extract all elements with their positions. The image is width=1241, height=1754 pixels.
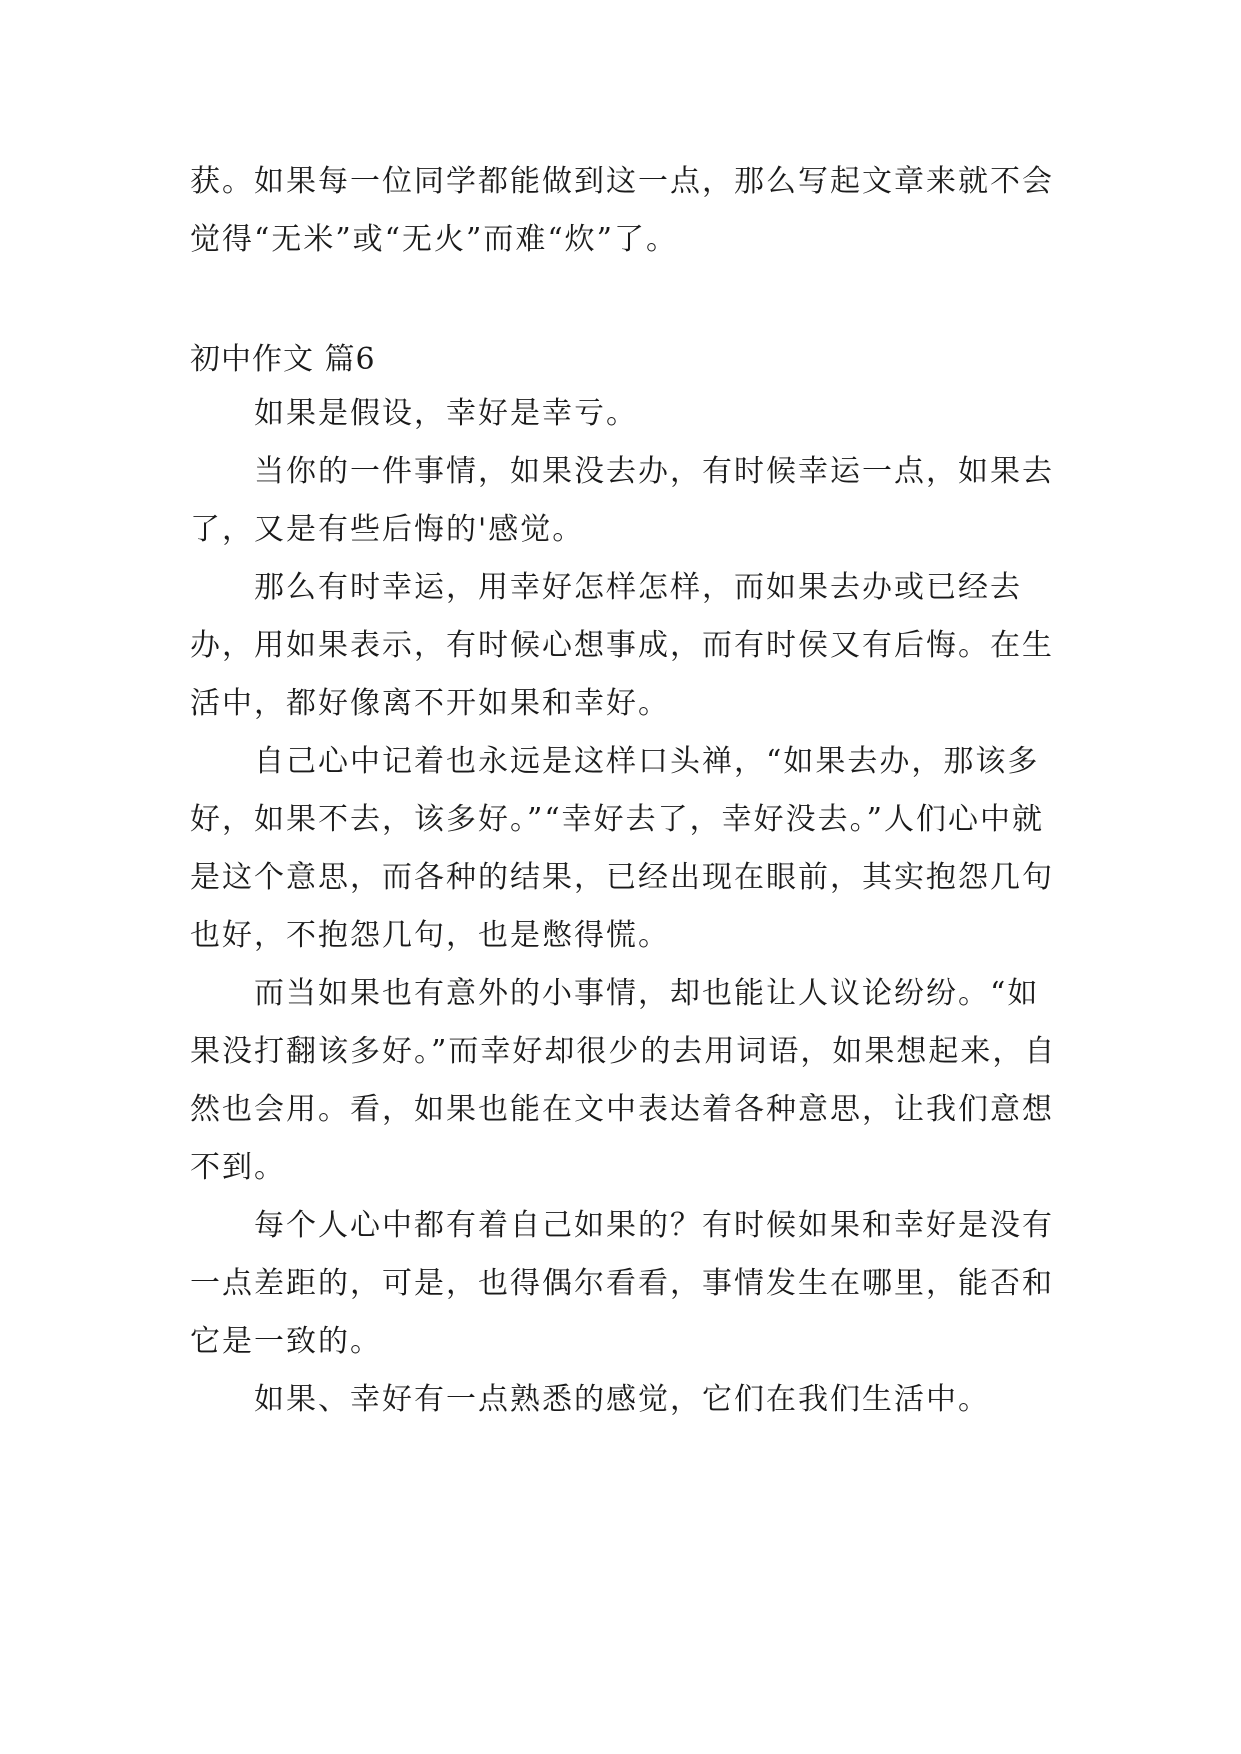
section-title: 初中作文 篇6 — [190, 342, 376, 377]
paragraph: 如果、幸好有一点熟悉的感觉，它们在我们生活中。 — [254, 1382, 990, 1417]
paragraph: 获。如果每一位同学都能做到这一点，那么写起文章来就不会觉得“无米”或“无火”而难“炊”了。 — [190, 164, 1054, 257]
paragraph: 每个人心中都有着自己如果的？有时候如果和幸好是没有一点差距的，可是，也得偶尔看看，事情发生在哪里，能否和它是一致的。 — [190, 1208, 1054, 1359]
paragraph: 那么有时幸运，用幸好怎样怎样，而如果去办或已经去办，用如果表示，有时候心想事成，而有时侯又有后悔。在生活中，都好像离不开如果和幸好。 — [190, 570, 1054, 721]
previous-passage-end — [190, 153, 1062, 269]
paragraph: 自己心中记着也永远是这样口头禅，“如果去办，那该多好，如果不去，该多好。”“幸好去了，幸好没去。”人们心中就是这个意思，而各种的结果，已经出现在眼前，其实抱怨几句也好，不抱怨几句，也是憋得慌。 — [190, 744, 1054, 953]
paragraph: 当你的一件事情，如果没去办，有时候幸运一点，如果去了，又是有些后悔的'感觉。 — [190, 454, 1054, 547]
paragraph: 而当如果也有意外的小事情，却也能让人议论纷纷。“如果没打翻该多好。”而幸好却很少的去用词语，如果想起来，自然也会用。看，如果也能在文中表达着各种意思，让我们意想不到。 — [190, 976, 1057, 1185]
section-body — [190, 385, 1062, 1429]
paragraph: 如果是假设，幸好是幸亏。 — [254, 396, 638, 431]
